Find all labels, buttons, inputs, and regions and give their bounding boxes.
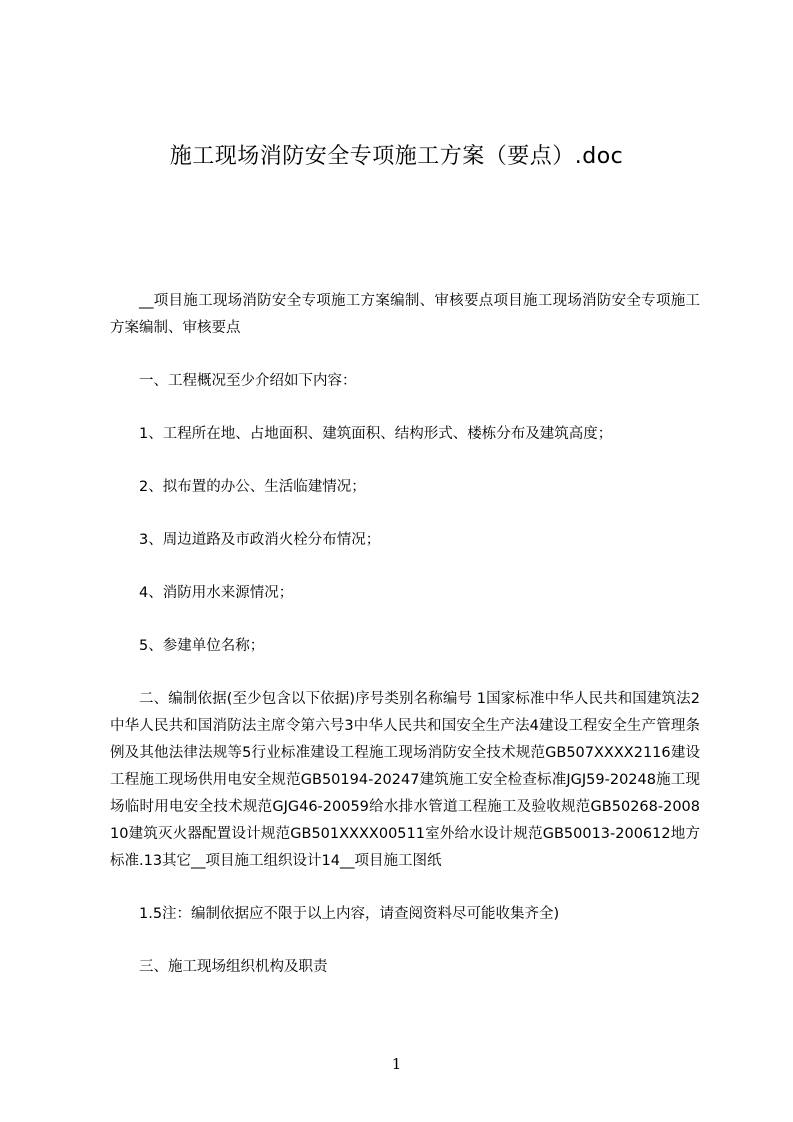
page-number: 1 — [391, 1055, 402, 1073]
section-heading-site-organization: 三、施工现场组织机构及职责 — [139, 959, 328, 975]
intro-paragraph: __项目施工现场消防安全专项施工方案编制、审核要点项目施工现场消防安全专项施工方案编制、审核要点 — [110, 293, 700, 336]
overview-item-location-area: 1、工程所在地、占地面积、建筑面积、结构形式、楼栋分布及建筑高度； — [139, 426, 613, 442]
document-title: 施工现场消防安全专项施工方案（要点）.doc — [169, 144, 624, 169]
overview-item-temporary-buildings: 2、拟布置的办公、生活临建情况； — [139, 479, 366, 495]
overview-item-participating-units: 5、参建单位名称； — [139, 638, 265, 654]
section-compilation-basis: 二、编制依据(至少包含以下依据)序号类别名称编号 1国家标准中华人民共和国建筑法2中华人民共和国消防法主席令第六号3中华人民共和国安全生产法4建设工程安全生产管理条例及其他法律法规等5行业标准建设工程施工现场消防安全技术规范GB507XXXX2116建设工程施工现场供用电安全规范GB50194-20247建筑施工安全检查标准JGJ59-20248施工现场临时用电安全技术规范GJG46-20059给水排水管道工程施工及验收规范GB50268-200810建筑灭火器配置设计规范GB501XXXX00511室外给水设计规范GB50013-200612地方标准.13其它__项目施工组织设计14__项目施工图纸 — [110, 691, 700, 869]
document-body — [110, 288, 700, 1007]
section-heading-project-overview: 一、工程概况至少介绍如下内容： — [139, 373, 357, 389]
compilation-note: 1.5注：编制依据应不限于以上内容，请查阅资料尽可能收集齐全) — [139, 906, 560, 922]
overview-item-roads-hydrants: 3、周边道路及市政消火栓分布情况； — [139, 532, 381, 548]
overview-item-water-source: 4、消防用水来源情况； — [139, 585, 294, 601]
